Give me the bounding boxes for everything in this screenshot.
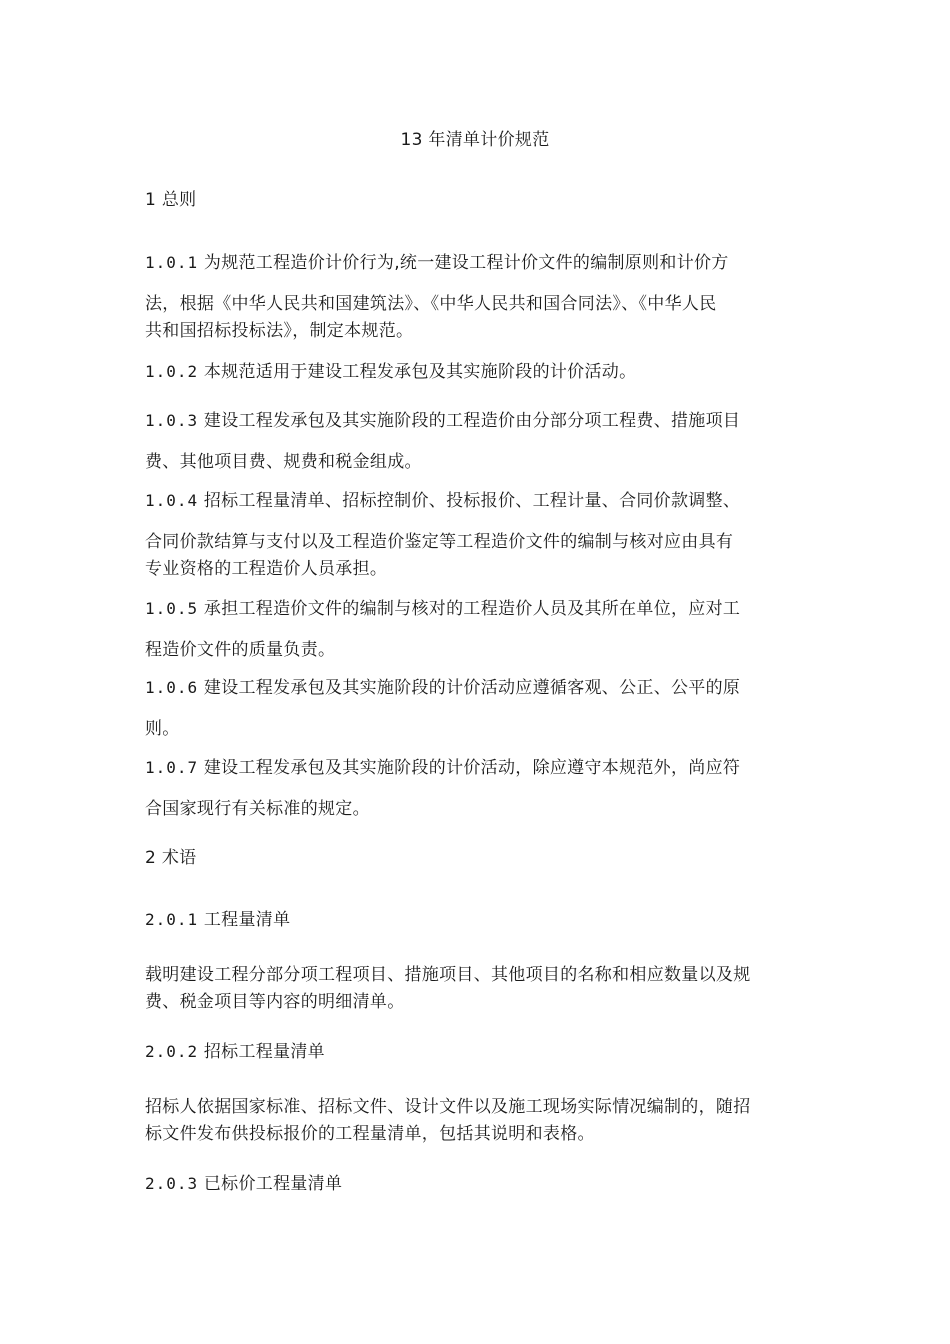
clause-text: 为规范工程造价计价行为,统一建设工程计价文件的编制原则和计价方	[203, 253, 729, 273]
clause-1-0-5-line-2: 程造价文件的质量负责。	[145, 640, 336, 660]
clause-1-0-1-line-3: 共和国招标投标法》，制定本规范。	[145, 321, 414, 341]
term-2-0-2-heading	[145, 1041, 325, 1063]
clause-1-0-7-line-2: 合国家现行有关标准的规定。	[145, 799, 370, 819]
clause-number: 1.0.3	[145, 411, 199, 430]
clause-text: 建设工程发承包及其实施阶段的计价活动，除应遵守本规范外，尚应符	[198, 758, 741, 778]
clause-1-0-5-line-1	[145, 598, 740, 620]
document-title: 13 年清单计价规范	[400, 130, 550, 150]
clause-1-0-4-line-3: 专业资格的工程造价人员承担。	[145, 559, 388, 579]
clause-1-0-6-line-1	[145, 677, 740, 699]
clause-text: 招标工程量清单、招标控制价、投标报价、工程计量、合同价款调整、	[198, 491, 741, 511]
clause-number: 1.0.6	[145, 678, 199, 697]
clause-1-0-7-line-1	[145, 757, 740, 779]
term-2-0-2-line-2: 标文件发布供投标报价的工程量清单，包括其说明和表格。	[145, 1124, 595, 1144]
term-name: 招标工程量清单	[198, 1042, 325, 1062]
term-2-0-2-line-1: 招标人依据国家标准、招标文件、设计文件以及施工现场实际情况编制的，随招	[145, 1097, 751, 1117]
clause-number: 2.0.2	[145, 1042, 199, 1061]
clause-number: 2.0.1	[145, 910, 199, 929]
term-2-0-1-line-1: 载明建设工程分部分项工程项目、措施项目、其他项目的名称和相应数量以及规	[145, 965, 751, 985]
clause-number: 2.0.3	[145, 1174, 199, 1193]
clause-1-0-3-line-1	[145, 410, 740, 432]
clause-text: 本规范适用于建设工程发承包及其实施阶段的计价活动。	[198, 362, 637, 382]
clause-text: 建设工程发承包及其实施阶段的计价活动应遵循客观、公正、公平的原	[203, 678, 741, 698]
term-name: 工程量清单	[198, 910, 291, 930]
term-2-0-3-heading	[145, 1173, 342, 1195]
clause-1-0-6-line-2: 则。	[145, 719, 180, 739]
clause-number: 1.0.5	[145, 599, 199, 618]
clause-number: 1.0.4	[145, 491, 199, 510]
clause-1-0-1-line-1	[145, 252, 729, 274]
clause-1-0-4-line-2: 合同价款结算与支付以及工程造价鉴定等工程造价文件的编制与核对应由具有	[145, 532, 734, 552]
clause-text: 建设工程发承包及其实施阶段的工程造价由分部分项工程费、措施项目	[203, 411, 741, 431]
chapter-heading-2: 2 术语	[145, 848, 197, 868]
term-name: 已标价工程量清单	[198, 1174, 343, 1194]
clause-number: 1.0.2	[145, 362, 199, 381]
clause-text: 承担工程造价文件的编制与核对的工程造价人员及其所在单位，应对工	[203, 599, 741, 619]
clause-number: 1.0.7	[145, 758, 199, 777]
clause-1-0-2-line-1	[145, 361, 636, 383]
clause-1-0-3-line-2: 费、其他项目费、规费和税金组成。	[145, 452, 422, 472]
term-2-0-1-heading	[145, 909, 290, 931]
clause-1-0-1-line-2: 法，根据《中华人民共和国建筑法》、《中华人民共和国合同法》、《中华人民	[145, 294, 717, 314]
clause-number: 1.0.1	[145, 253, 199, 272]
chapter-heading-1: 1 总则	[145, 190, 197, 210]
term-2-0-1-line-2: 费、税金项目等内容的明细清单。	[145, 992, 405, 1012]
clause-1-0-4-line-1	[145, 490, 740, 512]
